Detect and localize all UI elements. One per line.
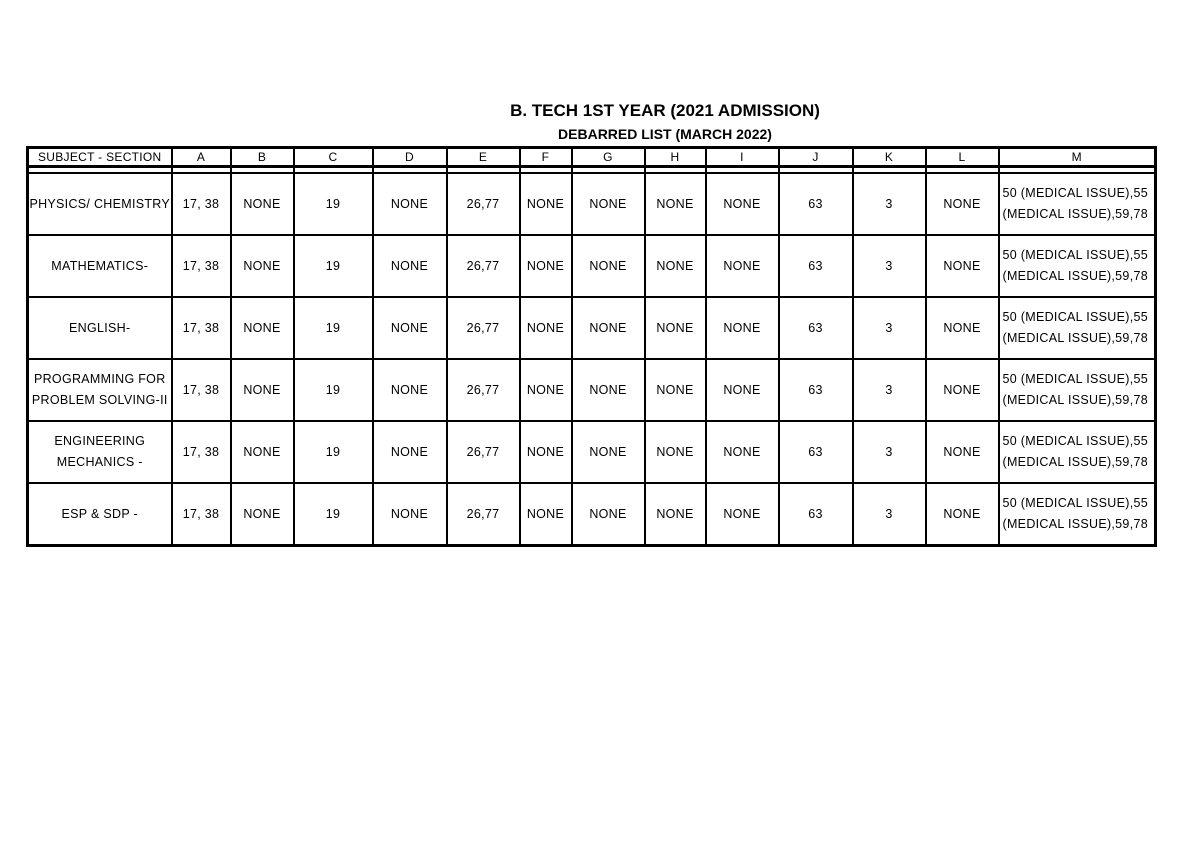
section-m-line: 50 (MEDICAL ISSUE),55: [1002, 434, 1148, 448]
section-cell: NONE: [645, 173, 706, 235]
section-cell: NONE: [706, 173, 779, 235]
table-row: [28, 421, 1156, 483]
subject-line: ENGINEERING: [54, 434, 146, 448]
section-m-line: 50 (MEDICAL ISSUE),55: [1002, 310, 1148, 324]
header-row: [28, 148, 1156, 167]
section-cell: NONE: [645, 235, 706, 297]
section-m-line: (MEDICAL ISSUE),59,78: [1002, 393, 1148, 407]
section-cell: 26,77: [447, 297, 520, 359]
header-cell-section-g: G: [572, 148, 645, 167]
section-cell: 17, 38: [172, 297, 231, 359]
header-cell-section-d: D: [373, 148, 447, 167]
header-cell-section-f: F: [520, 148, 572, 167]
subject-cell: [28, 421, 172, 483]
section-cell: 17, 38: [172, 421, 231, 483]
section-cell: 17, 38: [172, 483, 231, 546]
section-m-line: (MEDICAL ISSUE),59,78: [1002, 269, 1148, 283]
section-cell: NONE: [706, 359, 779, 421]
section-cell: NONE: [231, 297, 294, 359]
section-cell: 19: [294, 297, 373, 359]
subject-line: PHYSICS/ CHEMISTRY: [29, 196, 171, 211]
section-cell: NONE: [572, 359, 645, 421]
section-cell: NONE: [520, 421, 572, 483]
header-cell-section-i: I: [706, 148, 779, 167]
section-cell: 63: [779, 297, 853, 359]
section-cell: NONE: [572, 235, 645, 297]
section-cell: NONE: [520, 483, 572, 546]
header-cell-section-k: K: [853, 148, 926, 167]
section-cell: NONE: [572, 173, 645, 235]
section-cell: NONE: [572, 483, 645, 546]
section-cell: 19: [294, 483, 373, 546]
section-cell: NONE: [373, 421, 447, 483]
section-m-line: 50 (MEDICAL ISSUE),55: [1002, 496, 1148, 510]
section-cell: 26,77: [447, 173, 520, 235]
section-cell: 3: [853, 483, 926, 546]
section-m-cell: [999, 421, 1156, 483]
section-cell: 19: [294, 421, 373, 483]
document-subtitle: DEBARRED LIST (MARCH 2022): [558, 126, 772, 142]
section-m-cell: [999, 359, 1156, 421]
section-m-line: 50 (MEDICAL ISSUE),55: [1002, 186, 1148, 200]
header-cell-section-j: J: [779, 148, 853, 167]
section-cell: 3: [853, 173, 926, 235]
section-cell: 3: [853, 359, 926, 421]
subject-cell: [28, 359, 172, 421]
section-cell: NONE: [572, 297, 645, 359]
section-cell: NONE: [373, 359, 447, 421]
section-cell: NONE: [926, 359, 999, 421]
section-cell: 3: [853, 235, 926, 297]
subject-cell: [28, 483, 172, 546]
section-cell: NONE: [926, 235, 999, 297]
table-row: [28, 173, 1156, 235]
section-cell: 63: [779, 173, 853, 235]
section-cell: NONE: [645, 421, 706, 483]
section-cell: 63: [779, 483, 853, 546]
section-cell: NONE: [520, 235, 572, 297]
section-cell: 26,77: [447, 359, 520, 421]
table-row: [28, 359, 1156, 421]
section-cell: NONE: [926, 483, 999, 546]
section-cell: 19: [294, 235, 373, 297]
section-cell: NONE: [926, 421, 999, 483]
subject-line: ESP & SDP -: [61, 506, 138, 521]
section-cell: NONE: [373, 173, 447, 235]
header-cell-section-e: E: [447, 148, 520, 167]
section-cell: NONE: [645, 359, 706, 421]
header-cell-section-c: C: [294, 148, 373, 167]
section-cell: 63: [779, 421, 853, 483]
section-cell: NONE: [706, 483, 779, 546]
section-cell: NONE: [373, 235, 447, 297]
section-cell: NONE: [520, 173, 572, 235]
section-cell: 63: [779, 359, 853, 421]
table-row: [28, 235, 1156, 297]
section-cell: NONE: [572, 421, 645, 483]
table-row: [28, 297, 1156, 359]
table-row: [28, 483, 1156, 546]
section-cell: 17, 38: [172, 359, 231, 421]
section-cell: 3: [853, 297, 926, 359]
section-m-line: (MEDICAL ISSUE),59,78: [1002, 517, 1148, 531]
section-cell: 63: [779, 235, 853, 297]
section-cell: NONE: [231, 359, 294, 421]
section-cell: 19: [294, 359, 373, 421]
section-cell: 19: [294, 173, 373, 235]
section-m-line: (MEDICAL ISSUE),59,78: [1002, 331, 1148, 345]
section-cell: NONE: [231, 483, 294, 546]
subject-cell: [28, 173, 172, 235]
table-body: [28, 167, 1156, 546]
section-m-line: (MEDICAL ISSUE),59,78: [1002, 207, 1148, 221]
section-m-cell: [999, 235, 1156, 297]
section-cell: NONE: [231, 173, 294, 235]
section-cell: 3: [853, 421, 926, 483]
subject-line: MECHANICS -: [56, 455, 143, 469]
subject-line: PROBLEM SOLVING-II: [31, 393, 168, 407]
section-cell: NONE: [926, 173, 999, 235]
header-cell-section-a: A: [172, 148, 231, 167]
subject-cell: [28, 235, 172, 297]
section-cell: NONE: [231, 235, 294, 297]
header-cell-subject: SUBJECT - SECTION: [28, 148, 172, 167]
section-cell: 26,77: [447, 235, 520, 297]
header-cell-section-l: L: [926, 148, 999, 167]
document-title: B. TECH 1ST YEAR (2021 ADMISSION): [510, 101, 820, 120]
section-cell: NONE: [706, 297, 779, 359]
subject-line: PROGRAMMING FOR: [33, 372, 166, 386]
subject-line: ENGLISH-: [69, 320, 131, 335]
section-cell: 26,77: [447, 483, 520, 546]
section-m-line: 50 (MEDICAL ISSUE),55: [1002, 248, 1148, 262]
subject-cell: [28, 297, 172, 359]
section-cell: NONE: [520, 359, 572, 421]
section-m-cell: [999, 173, 1156, 235]
section-m-cell: [999, 297, 1156, 359]
section-m-line: 50 (MEDICAL ISSUE),55: [1002, 372, 1148, 386]
section-cell: NONE: [373, 297, 447, 359]
section-cell: NONE: [926, 297, 999, 359]
section-cell: NONE: [645, 483, 706, 546]
section-cell: NONE: [231, 421, 294, 483]
section-m-line: (MEDICAL ISSUE),59,78: [1002, 455, 1148, 469]
header-cell-section-b: B: [231, 148, 294, 167]
section-cell: NONE: [706, 421, 779, 483]
header-cell-section-h: H: [645, 148, 706, 167]
subject-line: MATHEMATICS-: [51, 258, 149, 273]
section-cell: NONE: [373, 483, 447, 546]
section-cell: 17, 38: [172, 173, 231, 235]
header-cell-section-m: M: [999, 148, 1156, 167]
debarred-list-table: [26, 146, 1157, 547]
section-cell: NONE: [645, 297, 706, 359]
section-cell: NONE: [706, 235, 779, 297]
section-cell: NONE: [520, 297, 572, 359]
section-cell: 17, 38: [172, 235, 231, 297]
section-cell: 26,77: [447, 421, 520, 483]
section-m-cell: [999, 483, 1156, 546]
